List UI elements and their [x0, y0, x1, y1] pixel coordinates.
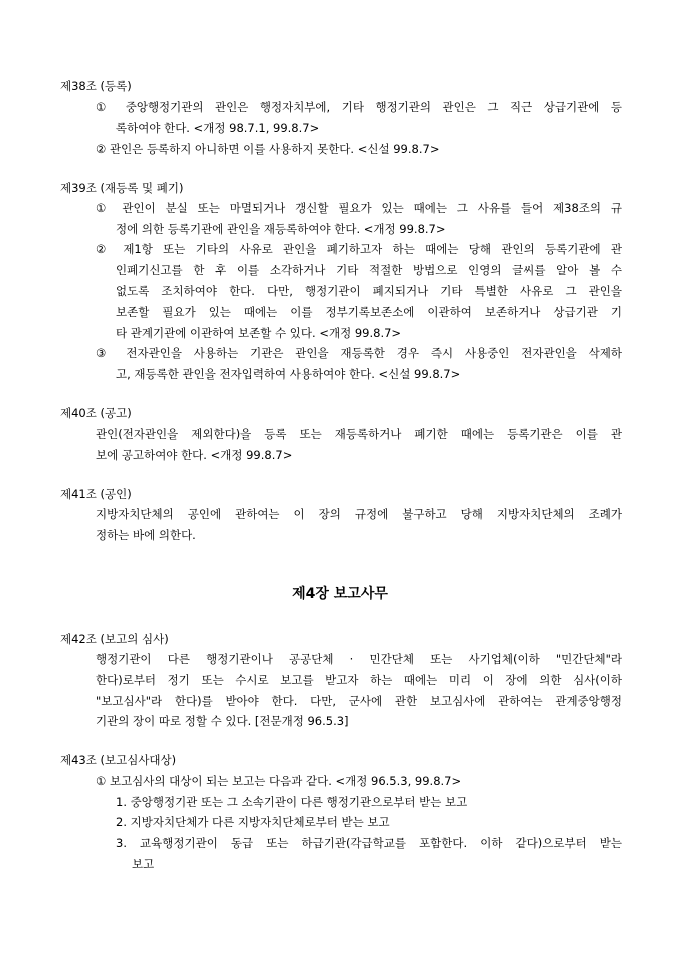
article-43-item-3-line-2: 보고: [132, 857, 155, 871]
article-38-para-1-line-1: ① 중앙행정기관의 관인은 행정자치부에, 기타 행정기관의 관인은 그 직근 상급기관에 등: [96, 100, 622, 114]
article-39-heading: 제39조 (재등록 및 폐기): [60, 181, 184, 195]
article-39-para-1-line-1: ① 관인이 분실 또는 마멸되거나 갱신할 필요가 있는 때에는 그 사유를 들어 제38조의 규: [96, 201, 622, 215]
article-41-line-1: 지방자치단체의 공인에 관하여는 이 장의 규정에 불구하고 당해 지방자치단체의 조례가: [96, 507, 622, 521]
article-39-para-2-line-1: ② 제1항 또는 기타의 사유로 관인을 폐기하고자 하는 때에는 당해 관인의 등록기관에 관: [96, 242, 622, 256]
article-39-para-1-line-2: 정에 의한 등록기관에 관인을 재등록하여야 한다. <개정 99.8.7>: [116, 222, 446, 236]
article-39-para-2-line-4: 보존할 필요가 있는 때에는 이를 정부기록보존소에 이관하여 보존하거나 상급기관 기: [116, 305, 622, 319]
article-41-line-2: 정하는 바에 의한다.: [96, 528, 196, 542]
article-42-line-3: "보고심사"라 한다)를 받아야 한다. 다만, 군사에 관한 보고심사에 관하여는 관계중앙행정: [96, 694, 622, 708]
article-43-item-1: 1. 중앙행정기관 또는 그 소속기관이 다른 행정기관으로부터 받는 보고: [116, 795, 468, 809]
article-43-heading: 제43조 (보고심사대상): [60, 753, 177, 767]
article-40-line-1: 관인(전자관인을 제외한다)을 등록 또는 재등록하거나 폐기한 때에는 등록기관은 이를 관: [96, 427, 622, 441]
article-40-line-2: 보에 공고하여야 한다. <개정 99.8.7>: [96, 448, 293, 462]
article-39-para-3-line-2: 고, 재등록한 관인을 전자입력하여 사용하여야 한다. <신설 99.8.7>: [116, 367, 461, 381]
article-43-item-2: 2. 지방자치단체가 다른 지방자치단체로부터 받는 보고: [116, 815, 390, 829]
article-38-para-2: ② 관인은 등록하지 아니하면 이를 사용하지 못한다. <신설 99.8.7>: [96, 142, 440, 156]
article-43-item-3-line-1: 3. 교육행정기관이 동급 또는 하급기관(각급학교를 포함한다. 이하 같다)으로부터 받는: [116, 836, 622, 850]
article-39-para-2-line-2: 인폐기신고를 한 후 이를 소각하거나 기타 적절한 방법으로 인영의 글씨를 알아 볼 수: [116, 263, 622, 277]
article-38-para-1-line-2: 록하여야 한다. <개정 98.7.1, 99.8.7>: [116, 121, 320, 135]
article-43-para-1: ① 보고심사의 대상이 되는 보고는 다음과 같다. <개정 96.5.3, 99.8.7>: [96, 774, 462, 788]
article-40-heading: 제40조 (공고): [60, 406, 132, 420]
article-42-line-2: 한다)로부터 정기 또는 수시로 보고를 받고자 하는 때에는 미리 이 장에 의한 심사(이하: [96, 673, 622, 687]
article-38-heading: 제38조 (등록): [60, 79, 132, 93]
article-39-para-2-line-5: 타 관계기관에 이관하여 보존할 수 있다. <개정 99.8.7>: [116, 326, 402, 340]
article-39-para-2-line-3: 없도록 조치하여야 한다. 다만, 행정기관이 폐지되거나 기타 특별한 사유로 그 관인을: [116, 284, 622, 298]
article-42-line-4: 기관의 장이 따로 정할 수 있다. [전문개정 96.5.3]: [96, 714, 349, 728]
article-42-line-1: 행정기관이 다른 행정기관이나 공공단체 · 민간단체 또는 사기업체(이하 "민간단체"라: [96, 652, 622, 666]
article-42-heading: 제42조 (보고의 심사): [60, 632, 169, 646]
article-39-para-3-line-1: ③ 전자관인을 사용하는 기관은 관인을 재등록한 경우 즉시 사용중인 전자관인을 삭제하: [96, 346, 622, 360]
chapter-title: 제4장 보고사무: [292, 586, 388, 602]
article-41-heading: 제41조 (공인): [60, 487, 132, 501]
